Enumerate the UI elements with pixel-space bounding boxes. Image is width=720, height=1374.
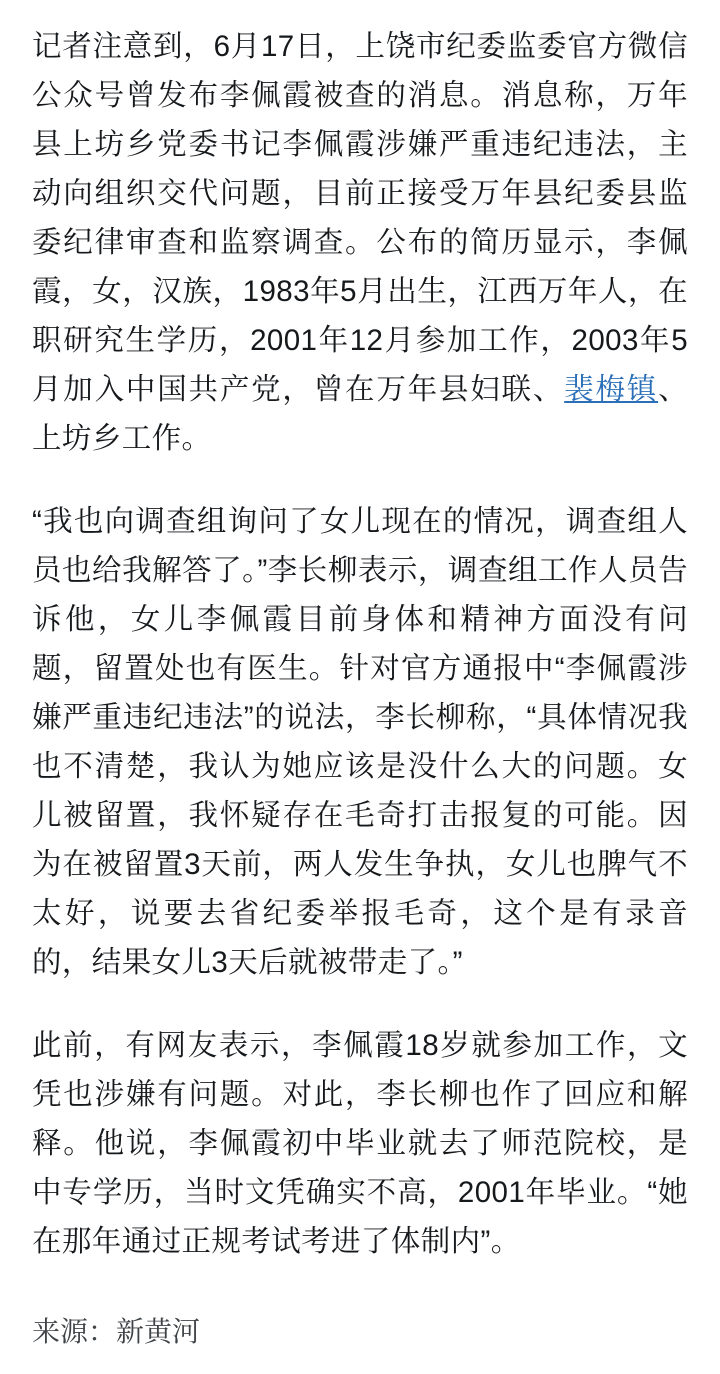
article-paragraph-2 — [32, 497, 688, 987]
article-paragraph-1 — [32, 22, 688, 463]
paragraph-text: “我也向调查组询问了女儿现在的情况，调查组人员也给我解答了。”李长柳表示，调查组工作人员告诉他，女儿李佩霞目前身体和精神方面没有问题，留置处也有医生。针对官方通报中“李佩霞涉嫌严重违纪违法”的说法，李长柳称，“具体情况我也不清楚，我认为她应该是没什么大的问题。女儿被留置，我怀疑存在毛奇打击报复的可能。因为在被留置3天前，两人发生争执，女儿也脾气不太好，说要去省纪委举报毛奇，这个是有录音的，结果女儿3天后就被带走了。” — [32, 505, 688, 979]
inline-link-peimeizhen[interactable]: 裴梅镇 — [564, 373, 659, 406]
paragraph-text: 记者注意到，6月17日，上饶市纪委监委官方微信公众号曾发布李佩霞被查的消息。消息称，万年县上坊乡党委书记李佩霞涉嫌严重违纪违法，主动向组织交代问题，目前正接受万年县纪委县监委纪律审查和监察调查。公布的简历显示，李佩霞，女，汉族，1983年5月出生，江西万年人，在职研究生学历，2001年12月参加工作，2003年5月加入中国共产党，曾在万年县妇联、 — [32, 30, 688, 406]
article-paragraph-3 — [32, 1021, 688, 1266]
paragraph-text-tail: 、上坊乡工作。 — [32, 373, 688, 455]
paragraph-text: 此前，有网友表示，李佩霞18岁就参加工作，文凭也涉嫌有问题。对此，李长柳也作了回应和解释。他说，李佩霞初中毕业就去了师范院校，是中专学历，当时文凭确实不高，2001年毕业。“她在那年通过正规考试考进了体制内”。 — [32, 1029, 688, 1258]
article-source: 来源：新黄河 — [32, 1316, 201, 1347]
